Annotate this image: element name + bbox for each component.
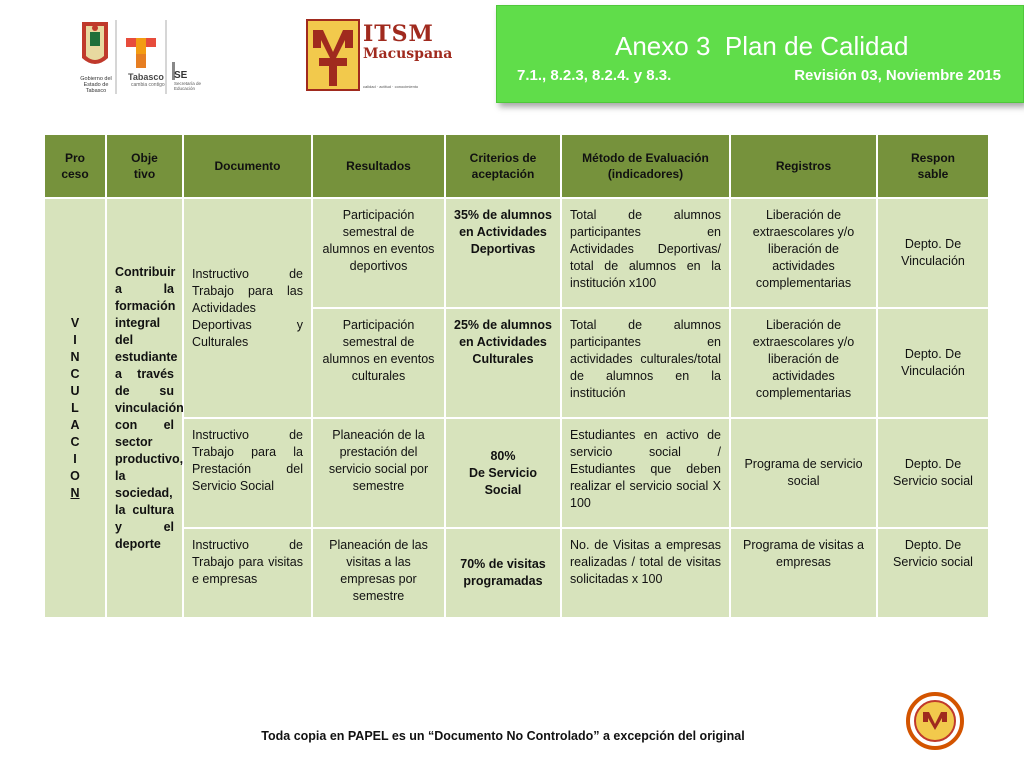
metodo-cell: Total de alumnos participantes en Actividades Deportivas/ total de alumnos en la institución x100: [561, 198, 730, 308]
registro-cell: Liberación de extraescolares y/o liberación de actividades complementarias: [730, 308, 877, 418]
resultado-cell: Participación semestral de alumnos en eventos deportivos: [312, 198, 445, 308]
proceso-cell: [44, 198, 106, 618]
uncontrolled-copy-notice: Toda copia en PAPEL es un “Documento No Controlado” a excepción del original: [261, 729, 745, 743]
documento-cell: Instructivo de Trabajo para las Actividades Deportivas y Culturales: [183, 198, 312, 418]
header-metodo: Método de Evaluación (indicadores): [561, 134, 730, 198]
itsm-campus: Macuspana: [363, 46, 453, 62]
documento-cell: Instructivo de Trabajo para visitas e empresas: [183, 528, 312, 618]
registro-cell: Programa de visitas a empresas: [730, 528, 877, 618]
itsm-tagline: calidad · actitud · conocimiento: [363, 84, 419, 89]
proceso-letter: U: [70, 383, 80, 398]
header-documento: Documento: [183, 134, 312, 198]
objetivo-cell: Contribuir a la formación integral del estudiante a través de su vinculación con el sector productivo, la sociedad, la cultura y el deporte: [106, 198, 183, 618]
table-header-row: [44, 134, 989, 198]
metodo-cell: Estudiantes en activo de servicio social / Estudiantes que deben realizar el servicio social X 100: [561, 418, 730, 528]
document-title: Anexo 3 Plan de Calidad: [615, 31, 909, 61]
proceso-letter: A: [70, 417, 80, 432]
standard-clauses: 7.1., 8.2.3, 8.2.4. y 8.3.: [517, 67, 672, 84]
proceso-letter: C: [70, 434, 80, 449]
header-responsable: [877, 134, 989, 198]
header-criterios: Criterios de aceptación: [445, 134, 561, 198]
itsm-wordmark: [363, 22, 452, 62]
table-row: [44, 418, 989, 528]
table-row: [44, 198, 989, 308]
header-proceso-text: Pro ceso: [61, 151, 89, 181]
criterio-cell: 25% de alumnos en Actividades Culturales: [445, 308, 561, 418]
metodo-cell: No. de Visitas a empresas realizadas / total de visitas solicitadas x 100: [561, 528, 730, 618]
title-banner: [496, 5, 1024, 103]
itsm-name: ITSM: [363, 21, 434, 47]
tabasco-wordmark: Tabasco: [128, 72, 164, 82]
registro-cell: Programa de servicio social: [730, 418, 877, 528]
proceso-letter: I: [73, 451, 77, 466]
documento-cell: Instructivo de Trabajo para la Prestación del Servicio Social: [183, 418, 312, 528]
proceso-letter: N: [70, 485, 80, 500]
proceso-letter: C: [70, 366, 80, 381]
proceso-letter: L: [71, 400, 79, 415]
header-resultados: Resultados: [312, 134, 445, 198]
responsable-cell: Depto. De Servicio social: [877, 418, 989, 528]
criterio-cell: [445, 418, 561, 528]
quality-plan-table: [43, 133, 990, 619]
resultado-cell: Planeación de las visitas a las empresas por semestre: [312, 528, 445, 618]
tabasco-slogan: cambia contigo: [131, 82, 165, 88]
gobierno-caption: Gobierno del Estado de Tabasco: [80, 76, 112, 94]
metodo-cell: Total de alumnos participantes en actividades culturales/total de alumnos en la institución: [561, 308, 730, 418]
proceso-letter: I: [73, 332, 77, 347]
registro-cell: Liberación de extraescolares y/o liberación de actividades complementarias: [730, 198, 877, 308]
responsable-cell: Depto. De Servicio social: [877, 528, 989, 618]
resultado-cell: Planeación de la prestación del servicio social por semestre: [312, 418, 445, 528]
header-registros: Registros: [730, 134, 877, 198]
itsm-seal-logo: [906, 692, 964, 750]
header-responsable-text: Respon sable: [910, 151, 955, 181]
proceso-letter: V: [70, 315, 80, 330]
se-abbr: SE: [174, 70, 188, 81]
header-objetivo-text: Obje tivo: [131, 151, 158, 181]
criterio-text: 80% De Servicio Social: [468, 448, 538, 497]
revision-label: Revisión 03, Noviembre 2015: [794, 67, 1001, 84]
responsable-cell: Depto. De Vinculación: [877, 198, 989, 308]
criterio-cell: 35% de alumnos en Actividades Deportivas: [445, 198, 561, 308]
se-logo: [174, 70, 204, 91]
criterio-cell: 70% de visitas programadas: [445, 528, 561, 618]
resultado-cell: Participación semestral de alumnos en eventos culturales: [312, 308, 445, 418]
table-row: [44, 528, 989, 618]
se-caption: Secretaría de Educación: [174, 81, 202, 91]
header-proceso: [44, 134, 106, 198]
responsable-cell: Depto. De Vinculación: [877, 308, 989, 418]
proceso-letter: N: [70, 349, 80, 364]
header-objetivo: [106, 134, 183, 198]
proceso-letter: O: [70, 468, 80, 483]
